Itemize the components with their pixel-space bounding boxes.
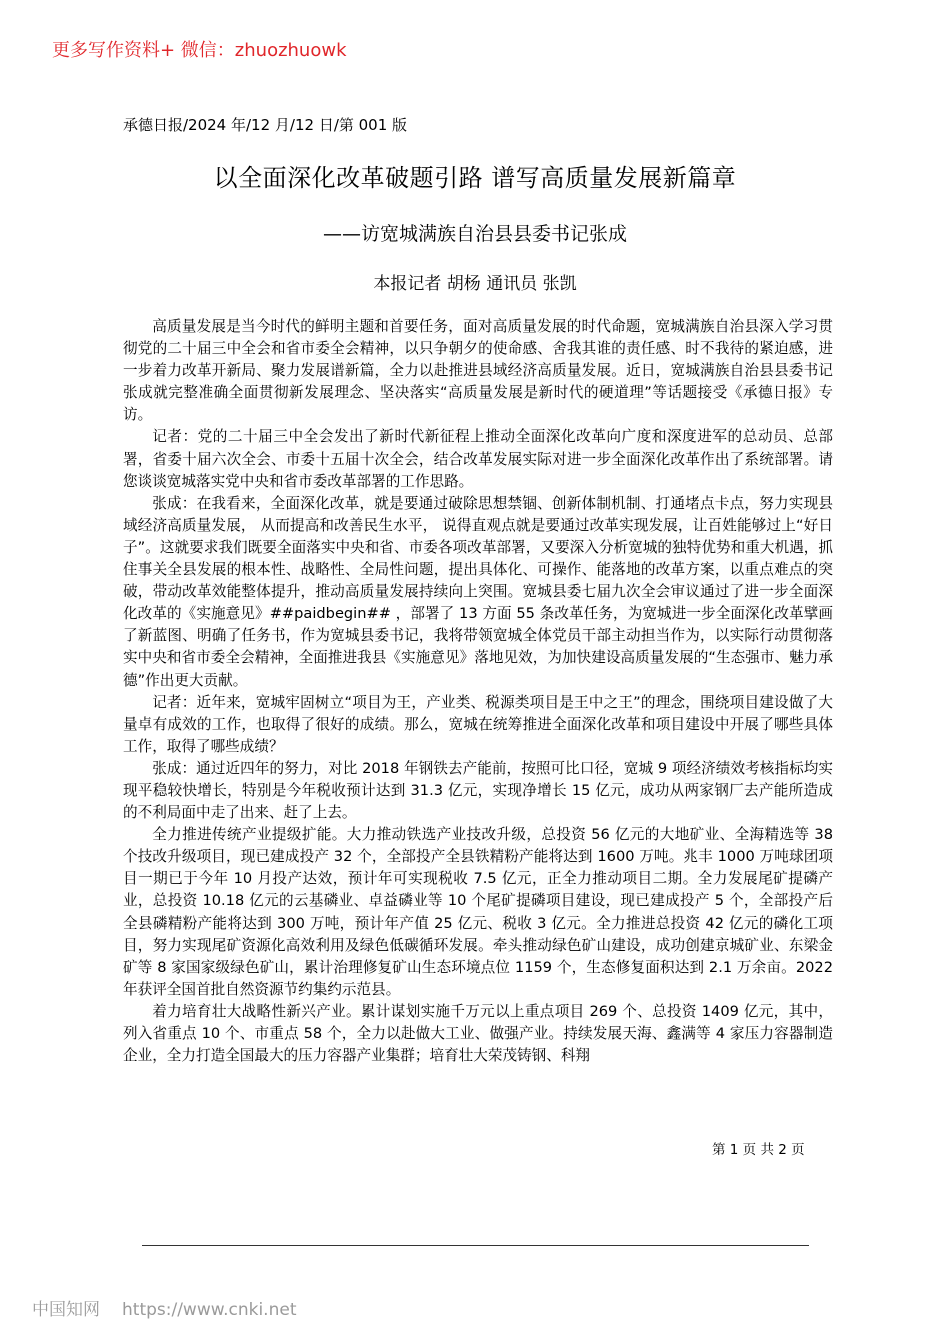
paragraph: 高质量发展是当今时代的鲜明主题和首要任务，面对高质量发展的时代命题，宽城满族自治县深入学习贯彻党的二十届三中全会和省市委全会精神，以只争朝夕的使命感、舍我其谁的责任感、时不我待的紧迫感，进一步着力改革开新局、聚力发展谱新篇，全力以赴推进县域经济高质量发展。近日，宽城满族自治县县委书记张成就完整准确全面贯彻新发展理念、坚决落实“高质量发展是新时代的硬道理”等话题接受《承德日报》专访。: [123, 318, 833, 424]
paragraph: 全力推进传统产业提级扩能。大力推动铁选产业技改升级，总投资 56 亿元的大地矿业、全海精选等 38 个技改升级项目，现已建成投产 32 个，全部投产全县铁精粉产能将达到 1600 万吨。兆丰 1000 万吨球团项目一期已于今年 10 月投产达效，预计年可实现税收 7.5 亿元，正全力推动项目二期。全力发展尾矿提磷产业，总投资 10.18 亿元的云基磷业、卓益磷业等 10 个尾矿提磷项目建设，现已建成投产 5 个，全部投产后全县磷精粉产能将达到 300 万吨，预计年产值 25 亿元、税收 3 亿元。全力推进总投资 42 亿元的磷化工项目，努力实现尾矿资源化高效利用及绿色低碳循环发展。牵头推动绿色矿山建设，成功创建京城矿业、东梁金矿等 8 家国家级绿色矿山，累计治理修复矿山生态环境点位 1159 个，生态修复面积达到 2.1 万余亩。2022 年获评全国首批自然资源节约集约示范县。: [123, 826, 833, 998]
footer-divider: [142, 1245, 809, 1246]
paragraph: 张成：通过近四年的努力，对比 2018 年钢铁去产能前，按照可比口径，宽城 9 项经济绩效考核指标均实现平稳较快增长，特别是今年税收预计达到 31.3 亿元，实现净增长 15 亿元，成功从两家钢厂去产能所造成的不利局面中走了出来、赶了上去。: [123, 759, 833, 822]
source-line: 承德日报/2024 年/12 月/12 日/第 001 版: [123, 116, 408, 134]
cnki-watermark: [32, 1295, 296, 1320]
byline: 本报记者 胡杨 通讯员 张凯: [373, 274, 577, 294]
article-body: [123, 316, 833, 1067]
article-subtitle: ——访宽城满族自治县县委书记张成: [322, 223, 627, 245]
paragraph: 记者：党的二十届三中全会发出了新时代新征程上推动全面深化改革向广度和深度进军的总动员、总部署，省委十届六次全会、市委十五届十次全会，结合改革发展实际对进一步全面深化改革作出了系统部署。请您谈谈宽城落实党中央和省市委改革部署的工作思路。: [123, 428, 833, 490]
article-title: 以全面深化改革破题引路 谱写高质量发展新篇章: [213, 164, 737, 192]
watermark-brand: 中国知网: [32, 1300, 100, 1320]
watermark-url: https://www.cnki.net: [122, 1300, 297, 1320]
promo-banner: 更多写作资料+ 微信：zhuozhuowk: [52, 40, 347, 61]
paragraph: 记者：近年来，宽城牢固树立“项目为王，产业类、税源类项目是王中之王”的理念，围绕项目建设做了大量卓有成效的工作，也取得了很好的成绩。那么，宽城在统筹推进全面深化改革和项目建设中开展了哪些具体工作，取得了哪些成绩？: [123, 693, 833, 755]
paragraph: 张成：在我看来，全面深化改革，就是要通过破除思想禁锢、创新体制机制、打通堵点卡点，努力实现县域经济高质量发展， 从而提高和改善民生水平， 说得直观点就是要通过改革实现发展，让百姓能够过上“好日子”。这就要求我们既要全面落实中央和省、市委各项改革部署，又要深入分析宽城的独特优势和重大机遇，抓住事关全县发展的根本性、战略性、全局性问题，提出具体化、可操作、能落地的改革方案，以重点难点的突破，带动改革效能整体提升，推动高质量发展持续向上突围。宽城县委七届九次全会审议通过了进一步全面深化改革的《实施意见》##paidbegin## ，部署了 13 方面 55 条改革任务，为宽城进一步全面深化改革擘画了新蓝图、明确了任务书，作为宽城县委书记，我将带领宽城全体党员干部主动担当作为，以实际行动贯彻落实中央和省市委全会精神，全面推进我县《实施意见》落地见效，为加快建设高质量发展的“生态强市、魅力承德”作出更大贡献。: [123, 494, 833, 689]
page-number: 第 1 页 共 2 页: [712, 1142, 805, 1158]
paragraph: 着力培育壮大战略性新兴产业。累计谋划实施千万元以上重点项目 269 个、总投资 1409 亿元，其中，列入省重点 10 个、市重点 58 个，全力以赴做大工业、做强产业。持续发展天海、鑫满等 4 家压力容器制造企业，全力打造全国最大的压力容器产业集群；培育壮大荣茂铸钢、科翔: [123, 1002, 833, 1065]
